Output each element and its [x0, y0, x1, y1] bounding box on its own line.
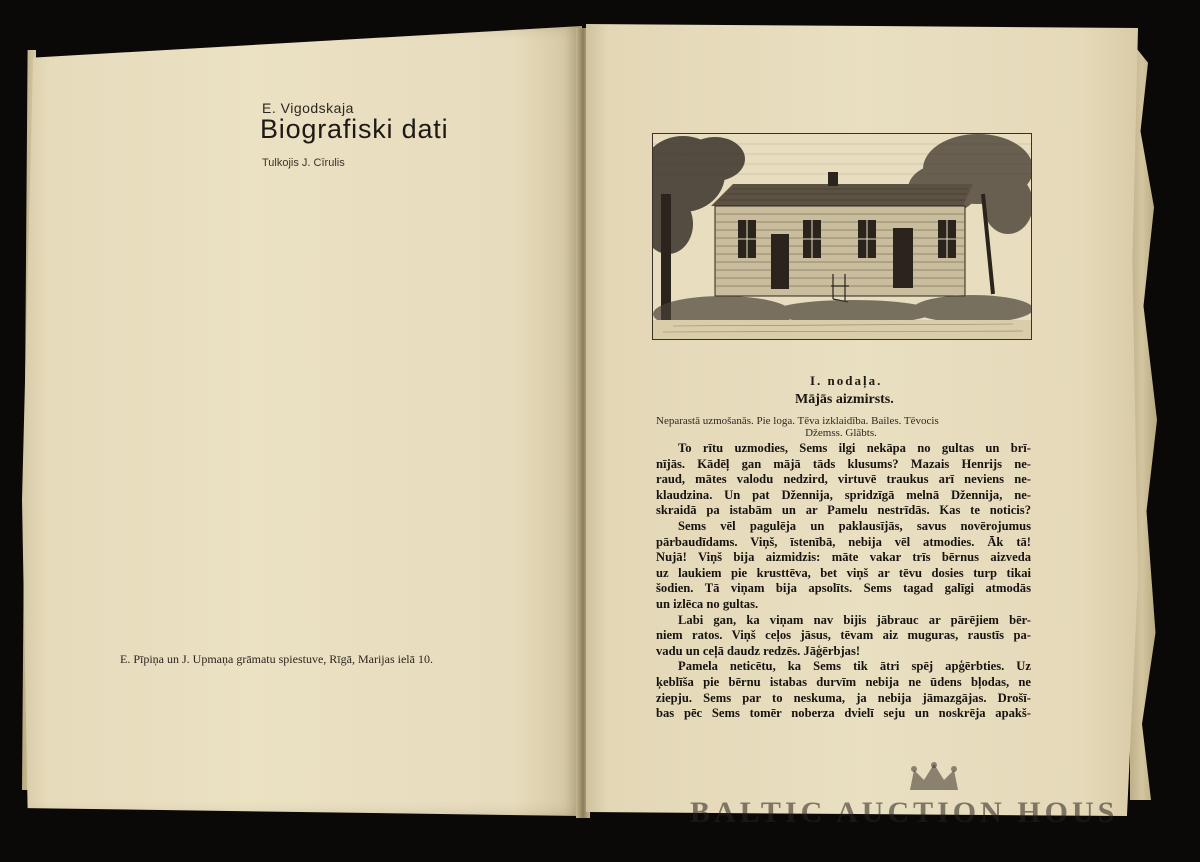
summary-line: Neparastā uzmošanās. Pie loga. Tēva izklaidība. Bailes. Tēvocis [656, 415, 939, 427]
body-line: Sems vēl pagulēja un paklausījās, savus novērojumus [678, 518, 1031, 533]
body-line: pārbaudīdams. Viņš, īstenībā, nebija vēl atmodies. Āk tā! [656, 534, 1031, 549]
translator-credit: Tulkojis J. Cīrulis [262, 157, 345, 169]
chapter-number: I. nodaļa. [810, 373, 883, 388]
body-line: raud, mātes valodu nedzird, virtuvē traukus arī neviens ne- [656, 472, 1031, 487]
chapter-body [656, 441, 1031, 722]
body-line: Nujā! Viņš bija aizmidzis: māte vakar trīs bērnus aizveda [656, 550, 1031, 565]
body-line: šodien. Tā viņam bija apsolīts. Sems tagad galīgi atmodās [656, 581, 1031, 596]
body-line: Labi gan, ka viņam nav bijis jābrauc ar pārējiem bēr- [678, 612, 1031, 627]
body-line: skraidā pa istabām un ar Pamelu nestrīdās. Kas te noticis? [656, 503, 1031, 518]
book-title: Biografiski dati [260, 114, 449, 144]
chapter-title: Mājās aizmirsts. [795, 392, 894, 407]
chapter-summary [656, 415, 1026, 439]
author-name: E. Vigodskaja [262, 100, 354, 116]
body-line: Pamela neticētu, ka Sems tik ātri spēj apģērbties. Uz [678, 659, 1031, 674]
house-illustration [652, 133, 1032, 340]
body-line: uz laukiem pie krusttēva, bet viņš ar tēvu dosies turp tikai [656, 565, 1031, 580]
summary-line: Džemss. Glābts. [805, 427, 877, 439]
crown-icon [906, 762, 962, 794]
printer-imprint: E. Pīpiņa un J. Upmaņa grāmatu spiestuve, Rīgā, Marijas ielā 10. [120, 652, 433, 666]
body-line: vadu un ceļā daudz redzēs. Jāģērbjas! [656, 643, 861, 658]
watermark-text: BALTIC AUCTION HOUS [690, 796, 1119, 829]
body-line: ziepju. Sems par to neskuma, ja nebija jāmazgājas. Drošī- [656, 690, 1031, 705]
body-line: bas pēc Sems tomēr noberza dvielī seju un noskrēja apakš- [656, 706, 1031, 721]
body-line: klaudzina. Un pat Džennija, spridzīgā melnā Džennija, ne- [656, 487, 1031, 502]
body-line: ķeblīša pie bērnu istabas durvīm nebija ne ūdens bļodas, ne [656, 674, 1031, 689]
body-line: niem ratos. Viņš ceļos jāsus, tēvam aiz muguras, raustīs pa- [656, 628, 1031, 643]
body-line: nījās. Kādēļ gan mājā tāds klusums? Mazais Henrijs ne- [656, 456, 1031, 471]
body-line: un izlēca no gultas. [656, 596, 759, 611]
body-line: To rītu uzmodies, Sems ilgi nekāpa no gultas un brī- [678, 441, 1031, 455]
